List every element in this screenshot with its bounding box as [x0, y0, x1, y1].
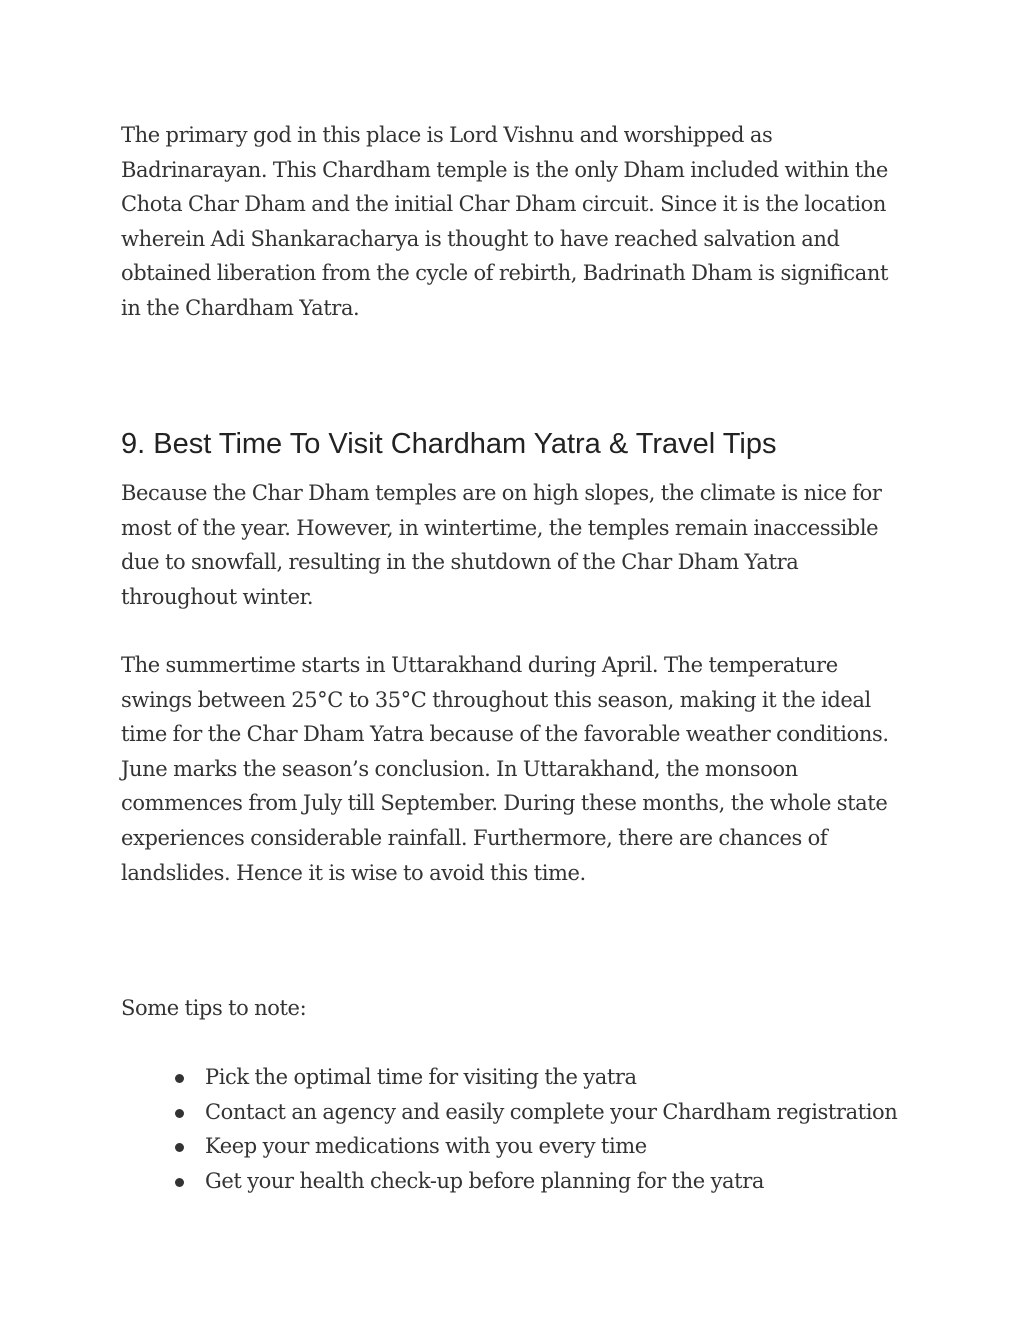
bullet-icon	[175, 1143, 184, 1152]
seasons-paragraph: The summertime starts in Uttarakhand during April. The temperature swings between 25°C to 35°C throughout this season, making it the ideal time for the Char Dham Yatra because of the favorable weather conditions. June marks the season’s conclusion. In Uttarakhand, the monsoon commences from July till September. During these months, the whole state experiences considerable rainfall. Furthermore, there are chances of landslides. Hence it is wise to avoid this time.	[121, 653, 889, 885]
bullet-icon	[175, 1109, 184, 1118]
tips-intro: Some tips to note:	[121, 996, 307, 1020]
list-item	[173, 1129, 893, 1164]
climate-paragraph: Because the Char Dham temples are on high slopes, the climate is nice for most of the year. However, in wintertime, the temples remain inaccessible due to snowfall, resulting in the shutdown of the Char Dham Yatra throughout winter.	[121, 481, 882, 609]
list-item	[173, 1164, 893, 1199]
document-page	[121, 118, 898, 1193]
tips-list	[173, 1060, 898, 1198]
intro-paragraph: The primary god in this place is Lord Vishnu and worshipped as Badrinarayan. This Chardham temple is the only Dham included within the Chota Char Dham and the initial Char Dham circuit. Since it is the location wherein Adi Shankaracharya is thought to have reached salvation and obtained liberation from the cycle of rebirth, Badrinath Dham is significant in the Chardham Yatra.	[121, 123, 889, 320]
section-heading: 9. Best Time To Visit Chardham Yatra & Travel Tips	[121, 428, 777, 460]
bullet-icon	[175, 1074, 184, 1083]
tip-text: Contact an agency and easily complete your Chardham registration	[205, 1099, 898, 1124]
tip-text: Keep your medications with you every time	[205, 1134, 647, 1159]
tip-text: Get your health check-up before planning for the yatra	[205, 1168, 764, 1193]
list-item	[173, 1095, 898, 1130]
list-item	[173, 1060, 893, 1095]
bullet-icon	[175, 1178, 184, 1187]
tip-text: Pick the optimal time for visiting the yatra	[205, 1065, 637, 1089]
